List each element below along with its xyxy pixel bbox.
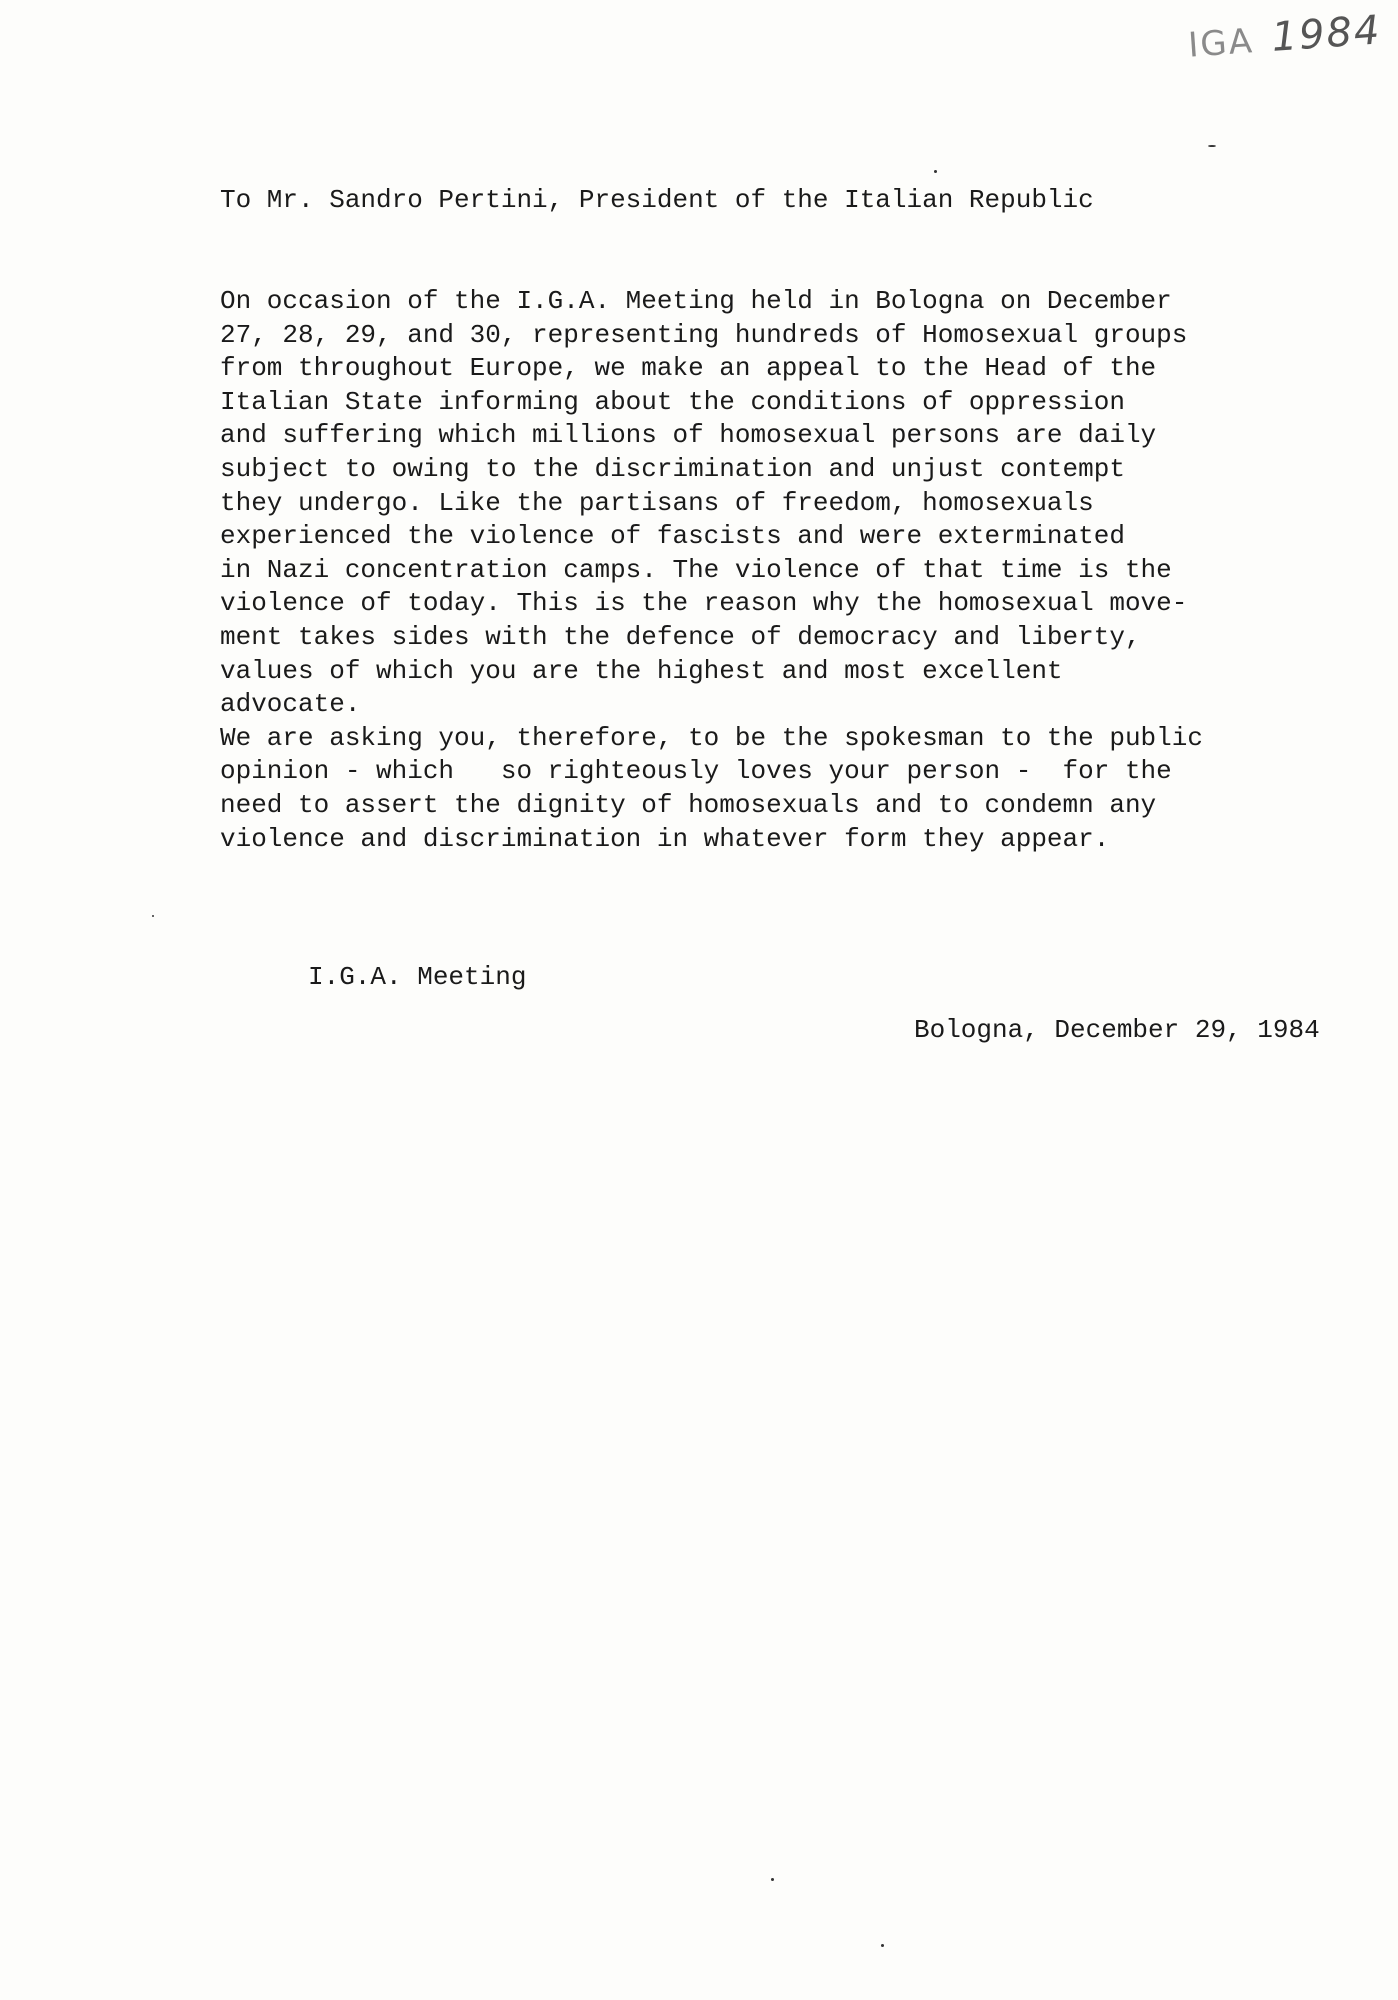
letter-sender: I.G.A. Meeting bbox=[308, 962, 527, 992]
handwritten-annotation bbox=[1187, 7, 1383, 66]
annotation-year: 1984 bbox=[1270, 7, 1383, 61]
letter-body-line: 27, 28, 29, and 30, representing hundreds of Homosexual groups bbox=[220, 319, 1188, 350]
letter-body-line: We are asking you, therefore, to be the spokesman to the public bbox=[220, 722, 1203, 753]
letter-place-date: Bologna, December 29, 1984 bbox=[914, 1015, 1320, 1045]
letter-body-line: On occasion of the I.G.A. Meeting held in Bologna on December bbox=[220, 286, 1172, 316]
letter-body-line: subject to owing to the discrimination and unjust contempt bbox=[220, 453, 1125, 484]
paper-speck bbox=[881, 1944, 884, 1947]
letter-body-line: in Nazi concentration camps. The violence of that time is the bbox=[220, 554, 1172, 585]
letter-body-line: experienced the violence of fascists and were exterminated bbox=[220, 521, 1125, 552]
letter-body-line: ment takes sides with the defence of democracy and liberty, bbox=[220, 621, 1141, 652]
letter-body-line: violence and discrimination in whatever form they appear. bbox=[220, 823, 1110, 854]
letter-body bbox=[220, 285, 1350, 856]
paper-speck bbox=[1208, 145, 1216, 147]
letter-body-line: need to assert the dignity of homosexuals and to condemn any bbox=[220, 789, 1157, 820]
letter-body-line: values of which you are the highest and most excellent bbox=[220, 655, 1063, 686]
letter-addressee: To Mr. Sandro Pertini, President of the Italian Republic bbox=[220, 185, 1094, 215]
letter-body-line: and suffering which millions of homosexual persons are daily bbox=[220, 420, 1157, 451]
letter-body-line: Italian State informing about the conditions of oppression bbox=[220, 386, 1125, 417]
letter-body-line: advocate. bbox=[220, 689, 361, 720]
paper-speck bbox=[934, 170, 937, 173]
paper-speck bbox=[771, 1878, 774, 1881]
annotation-label: IGA bbox=[1186, 21, 1256, 66]
letter-body-line: from throughout Europe, we make an appeal to the Head of the bbox=[220, 353, 1157, 384]
letter-body-line: they undergo. Like the partisans of freedom, homosexuals bbox=[220, 487, 1094, 518]
paper-speck bbox=[152, 915, 154, 917]
letter-body-line: opinion - which so righteously loves your person - for the bbox=[220, 756, 1172, 787]
letter-body-line: violence of today. This is the reason why the homosexual move- bbox=[220, 588, 1188, 619]
